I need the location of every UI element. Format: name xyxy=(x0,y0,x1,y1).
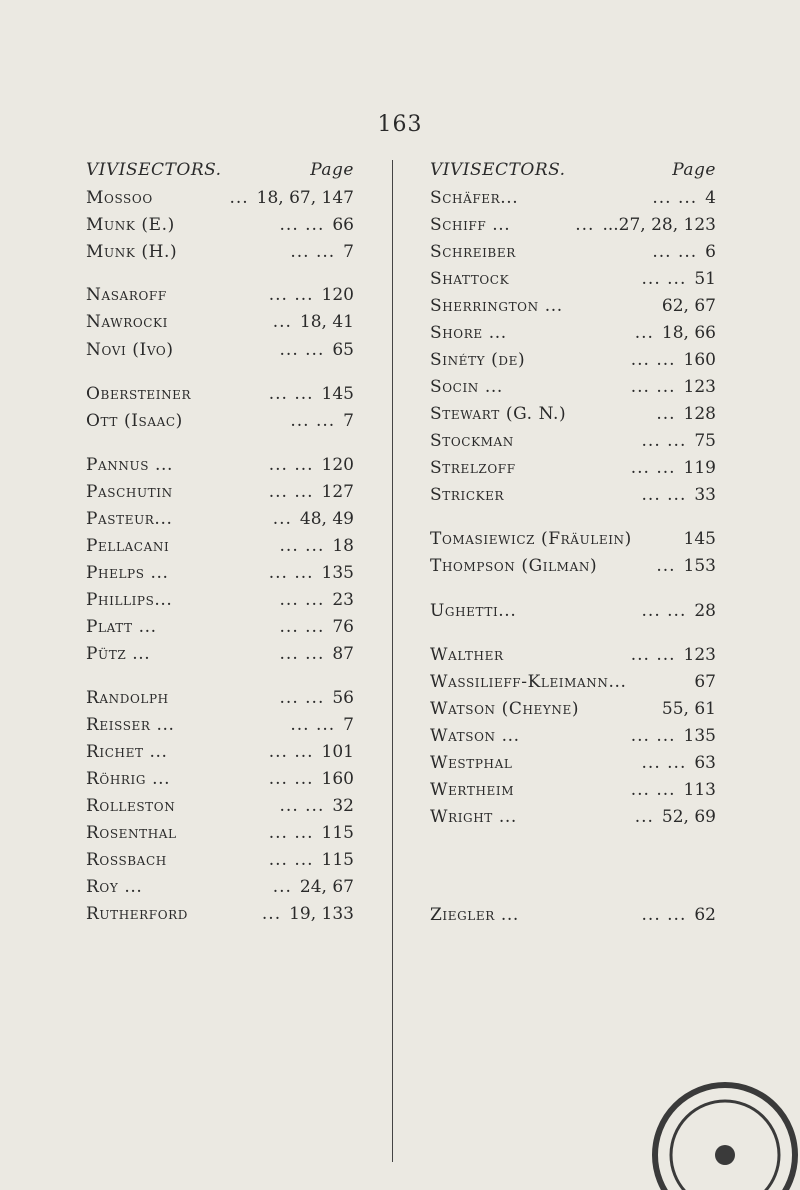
entry-leader: ... ... xyxy=(641,601,687,621)
entry-name: Socin ... xyxy=(430,377,503,397)
entry-pages: 123 xyxy=(683,377,716,397)
entry-name: Phillips... xyxy=(86,590,173,610)
entry-name: Walther xyxy=(430,645,504,665)
index-entry xyxy=(430,350,716,374)
entry-pages: 62 xyxy=(694,905,716,925)
entry-pages: 127 xyxy=(321,482,354,502)
index-entry xyxy=(86,285,354,309)
entry-pages: 128 xyxy=(683,404,716,424)
entry-leader: ... ... xyxy=(268,769,314,789)
entry-name: Thompson (Gilman) xyxy=(430,556,598,576)
entry-leader: ... xyxy=(272,877,292,897)
entry-pages: 101 xyxy=(321,742,354,762)
entry-name: Wright ... xyxy=(430,807,517,827)
entry-leader: ... ... xyxy=(268,285,314,305)
entry-name: Nasaroff xyxy=(86,285,167,305)
page-heading: Page xyxy=(310,160,354,180)
entry-leader: ... ... xyxy=(279,536,325,556)
entry-name: Platt ... xyxy=(86,617,157,637)
entry-name: Sinéty (de) xyxy=(430,350,526,370)
entry-name: Watson ... xyxy=(430,726,520,746)
index-entry xyxy=(86,688,354,712)
entry-name: Röhrig ... xyxy=(86,769,171,789)
entry-name: Shattock xyxy=(430,269,510,289)
entry-pages: 145 xyxy=(683,529,716,549)
index-entry xyxy=(430,726,716,750)
index-entry xyxy=(86,742,354,766)
entry-name: Ott (Isaac) xyxy=(86,411,183,431)
entry-leader: ... xyxy=(272,509,292,529)
library-stamp-icon xyxy=(640,1070,800,1190)
entry-name: Rosenthal xyxy=(86,823,177,843)
column-heading: VIVISECTORS. xyxy=(86,160,222,180)
entry-pages: 67 xyxy=(694,672,716,692)
entry-leader: ... ... xyxy=(630,726,676,746)
index-entry xyxy=(430,529,716,553)
entry-leader: ... ... xyxy=(641,753,687,773)
entry-leader: ... ... xyxy=(630,458,676,478)
entry-leader: ... ... xyxy=(279,215,325,235)
index-entry xyxy=(86,340,354,364)
entry-leader: ... ... xyxy=(268,742,314,762)
index-entry xyxy=(86,384,354,408)
entry-pages: 76 xyxy=(332,617,354,637)
entry-pages: 120 xyxy=(321,455,354,475)
index-entry xyxy=(86,215,354,239)
index-entry xyxy=(86,455,354,479)
index-entry xyxy=(86,904,354,928)
entry-leader: ... ... xyxy=(630,645,676,665)
entry-name: Schreiber xyxy=(430,242,516,262)
index-entry xyxy=(430,458,716,482)
entry-name: Paschutin xyxy=(86,482,173,502)
entry-name: Westphal xyxy=(430,753,513,773)
entry-pages: 18, 66 xyxy=(661,323,716,343)
entry-name: Schiff ... xyxy=(430,215,511,235)
index-entry xyxy=(86,769,354,793)
entry-leader: ... ... xyxy=(630,377,676,397)
entry-name: Munk (E.) xyxy=(86,215,175,235)
entry-name: Stricker xyxy=(430,485,505,505)
entry-pages: 4 xyxy=(705,188,716,208)
entry-pages: 115 xyxy=(321,823,354,843)
entry-pages: 18, 67, 147 xyxy=(256,188,354,208)
index-entry xyxy=(430,431,716,455)
entry-pages: 62, 67 xyxy=(661,296,716,316)
index-entry xyxy=(430,404,716,428)
index-entry xyxy=(430,269,716,293)
entry-leader: ... ... xyxy=(279,340,325,360)
entry-pages: 115 xyxy=(321,850,354,870)
entry-pages: 6 xyxy=(705,242,716,262)
entry-leader: ... ... xyxy=(652,188,698,208)
index-entry xyxy=(430,780,716,804)
left-column-header xyxy=(86,160,354,188)
right-column xyxy=(430,160,716,925)
entry-name: Shore ... xyxy=(430,323,507,343)
entry-leader: ... ... xyxy=(268,384,314,404)
entry-name: Schäfer... xyxy=(430,188,519,208)
entry-pages: 145 xyxy=(321,384,354,404)
entry-leader: ... ... xyxy=(630,350,676,370)
entry-name: Rossbach xyxy=(86,850,167,870)
page-heading: Page xyxy=(672,160,716,180)
index-entry xyxy=(430,215,716,239)
entry-leader: ... ... xyxy=(268,850,314,870)
entry-leader: ... ... xyxy=(268,823,314,843)
index-entry xyxy=(430,753,716,777)
index-entry xyxy=(430,377,716,401)
entry-name: Stewart (G. N.) xyxy=(430,404,567,424)
entry-leader: ... ... xyxy=(268,563,314,583)
entry-leader: ... ... xyxy=(652,242,698,262)
entry-pages: 51 xyxy=(694,269,716,289)
entry-leader: ... ... xyxy=(641,431,687,451)
index-entry xyxy=(86,242,354,266)
entry-pages: 23 xyxy=(332,590,354,610)
left-column xyxy=(86,160,354,924)
entry-name: Ughetti... xyxy=(430,601,517,621)
entry-leader: ... ... xyxy=(268,455,314,475)
index-entry xyxy=(86,411,354,435)
entry-pages: 113 xyxy=(683,780,716,800)
entry-name: Ziegler ... xyxy=(430,905,519,925)
right-column-header xyxy=(430,160,716,188)
entry-pages: 160 xyxy=(321,769,354,789)
entry-pages: 18, 41 xyxy=(299,312,354,332)
entry-pages: 63 xyxy=(694,753,716,773)
entry-name: Pannus ... xyxy=(86,455,174,475)
index-entry xyxy=(86,823,354,847)
index-entry xyxy=(86,188,354,212)
entry-pages: 28 xyxy=(694,601,716,621)
entry-pages: 135 xyxy=(683,726,716,746)
page-number: 163 xyxy=(377,112,423,137)
index-entry xyxy=(86,644,354,668)
entry-name: Pütz ... xyxy=(86,644,151,664)
entry-leader: ... ... xyxy=(630,780,676,800)
index-entry xyxy=(430,323,716,347)
entry-pages: 19, 133 xyxy=(289,904,354,924)
entry-leader: ... ... xyxy=(268,482,314,502)
entry-pages: 75 xyxy=(694,431,716,451)
column-divider xyxy=(392,160,393,1162)
entry-pages: 55, 61 xyxy=(661,699,716,719)
entry-pages: 24, 67 xyxy=(299,877,354,897)
entry-name: Richet ... xyxy=(86,742,168,762)
entry-name: Wassilieff-Kleimann... xyxy=(430,672,627,692)
entry-name: Watson (Cheyne) xyxy=(430,699,580,719)
entry-pages: 56 xyxy=(332,688,354,708)
entry-leader: ... xyxy=(261,904,282,924)
index-entry xyxy=(86,850,354,874)
entry-leader: ... xyxy=(229,188,249,208)
entry-pages: 48, 49 xyxy=(299,509,354,529)
entry-leader: ... ... xyxy=(279,796,325,816)
entry-pages: 18 xyxy=(332,536,354,556)
entry-name: Mossoo xyxy=(86,188,153,208)
entry-pages: 33 xyxy=(694,485,716,505)
entry-name: Roy ... xyxy=(86,877,143,897)
entry-pages: 123 xyxy=(683,645,716,665)
entry-name: Rolleston xyxy=(86,796,176,816)
entry-name: Pellacani xyxy=(86,536,170,556)
entry-name: Randolph xyxy=(86,688,169,708)
index-entry xyxy=(86,715,354,739)
index-entry xyxy=(430,905,716,929)
entry-name: Obersteiner xyxy=(86,384,192,404)
entry-pages: ...27, 28, 123 xyxy=(602,215,716,235)
index-entry xyxy=(86,877,354,901)
entry-leader: ... ... xyxy=(279,617,325,637)
entry-pages: 153 xyxy=(683,556,716,576)
column-heading: VIVISECTORS. xyxy=(430,160,566,180)
index-entry xyxy=(430,699,716,723)
index-entry xyxy=(430,645,716,669)
entry-name: Strelzoff xyxy=(430,458,516,478)
entry-leader: ... ... xyxy=(290,411,336,431)
entry-leader: ... ... xyxy=(641,269,687,289)
entry-pages: 7 xyxy=(343,411,354,431)
entry-leader: ... ... xyxy=(279,688,325,708)
index-entry xyxy=(86,796,354,820)
entry-pages: 65 xyxy=(332,340,354,360)
entry-name: Nawrocki xyxy=(86,312,168,332)
entry-leader: ... xyxy=(634,807,654,827)
entry-pages: 119 xyxy=(683,458,716,478)
entry-leader: ... xyxy=(272,312,292,332)
entry-pages: 160 xyxy=(683,350,716,370)
entry-pages: 66 xyxy=(332,215,354,235)
entry-leader: ... ... xyxy=(279,644,325,664)
index-entry xyxy=(86,563,354,587)
index-entry xyxy=(86,482,354,506)
entry-name: Reisser ... xyxy=(86,715,175,735)
index-entry xyxy=(86,312,354,336)
entry-name: Novi (Ivo) xyxy=(86,340,174,360)
entry-name: Pasteur... xyxy=(86,509,173,529)
entry-pages: 7 xyxy=(343,715,354,735)
index-entry xyxy=(430,242,716,266)
index-entry xyxy=(86,536,354,560)
index-entry xyxy=(430,601,716,625)
entry-pages: 87 xyxy=(332,644,354,664)
entry-leader: ... ... xyxy=(290,715,336,735)
index-entry xyxy=(430,672,716,696)
entry-name: Munk (H.) xyxy=(86,242,178,262)
index-entry xyxy=(86,590,354,614)
entry-name: Tomasiewicz (Fräulein) xyxy=(430,529,632,549)
index-entry xyxy=(430,556,716,580)
entry-name: Sherrington ... xyxy=(430,296,563,316)
entry-name: Stockman xyxy=(430,431,514,451)
index-entry xyxy=(430,296,716,320)
entry-name: Wertheim xyxy=(430,780,515,800)
index-entry xyxy=(430,807,716,831)
index-entry xyxy=(86,617,354,641)
entry-leader: ... ... xyxy=(641,485,687,505)
entry-pages: 7 xyxy=(343,242,354,262)
entry-name: Phelps ... xyxy=(86,563,169,583)
entry-leader: ... xyxy=(656,404,676,424)
entry-pages: 120 xyxy=(321,285,354,305)
index-entry xyxy=(86,509,354,533)
entry-leader: ... ... xyxy=(290,242,336,262)
index-entry xyxy=(430,485,716,509)
entry-leader: ... xyxy=(656,556,676,576)
entry-leader: ... xyxy=(575,215,595,235)
entry-name: Rutherford xyxy=(86,904,188,924)
entry-leader: ... ... xyxy=(279,590,325,610)
entry-leader: ... xyxy=(634,323,654,343)
entry-pages: 135 xyxy=(321,563,354,583)
index-entry xyxy=(430,188,716,212)
entry-pages: 32 xyxy=(332,796,354,816)
entry-pages: 52, 69 xyxy=(661,807,716,827)
entry-leader: ... ... xyxy=(641,905,687,925)
